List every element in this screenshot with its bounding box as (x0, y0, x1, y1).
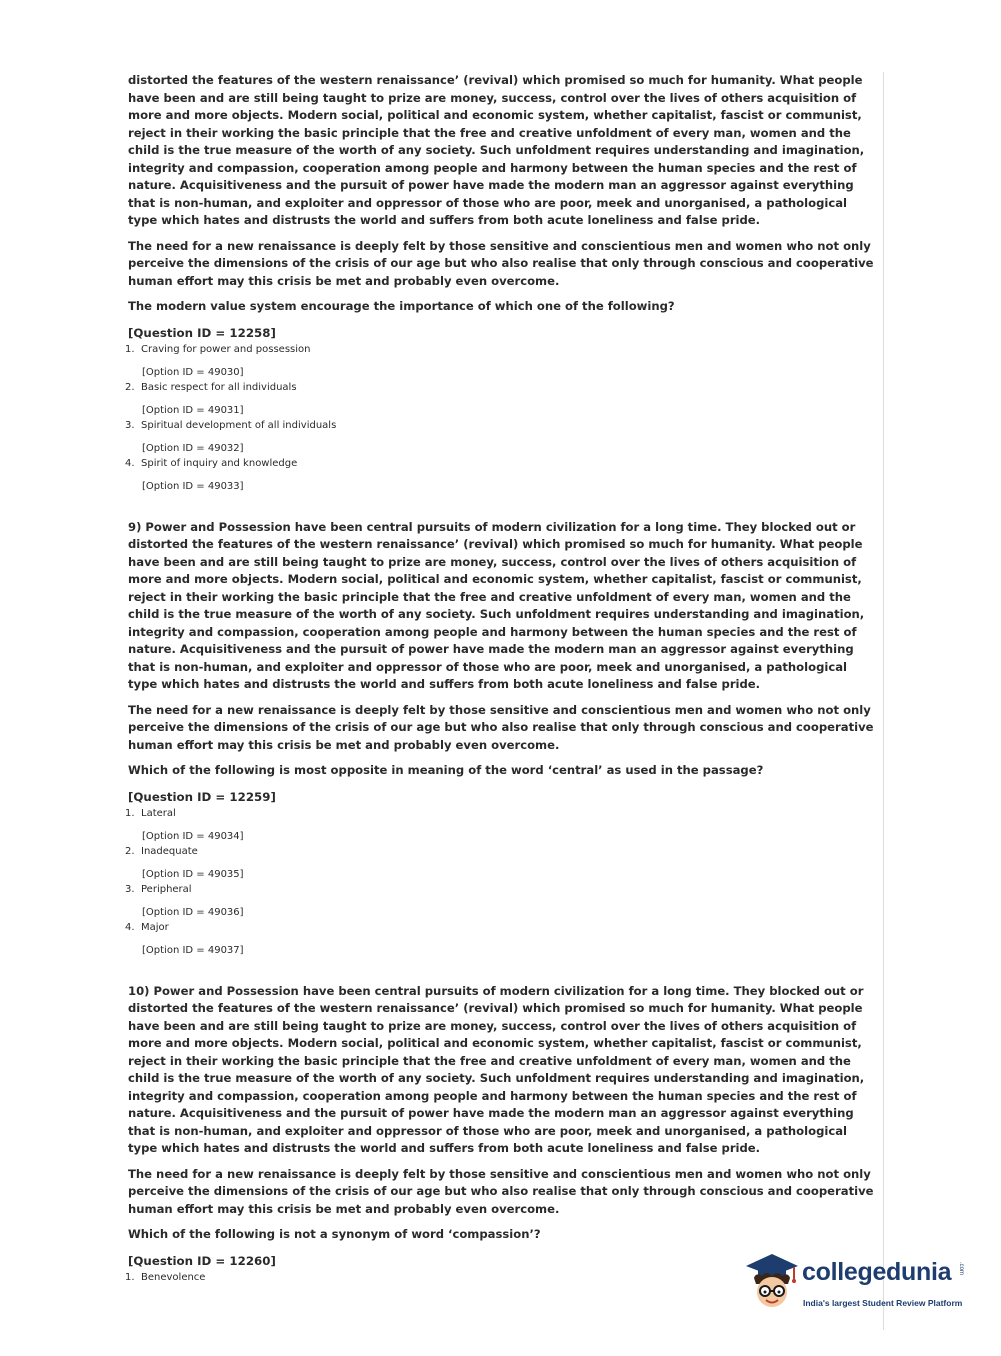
option-id: [Option ID = 49030] (142, 366, 244, 378)
option-id: [Option ID = 49035] (142, 868, 244, 880)
logo-domain-suffix: .com (958, 1262, 964, 1276)
option-item: 3. Spiritual development of all individuals (125, 419, 337, 431)
option-list (0, 343, 1001, 493)
logo-wordmark: collegedunia (802, 1258, 952, 1286)
passage-paragraph: The need for a new renaissance is deeply felt by those sensitive and conscientious men and women who not only perceive the dimensions of the crisis of our age but who also realise that only through conscious and cooperative human effort may this crisis be met and probably even overcome. (128, 238, 874, 288)
option-item: 1. Benevolence (125, 1271, 206, 1283)
question-id: [Question ID = 12260] (128, 1253, 276, 1268)
option-item: 3. Peripheral (125, 883, 192, 895)
question-text: The modern value system encourage the importance of which one of the following? (128, 299, 675, 313)
option-id: [Option ID = 49036] (142, 906, 244, 918)
option-item: 2. Inadequate (125, 845, 198, 857)
option-list (0, 807, 1001, 957)
option-id: [Option ID = 49032] (142, 442, 244, 454)
passage-paragraph: distorted the features of the western renaissance’ (revival) which promised so much for humanity. What people have been and are still being taught to prize are money, success, control over the lives of others acquisition of more and more objects. Modern social, political and economic system, whether capitalist, fascist or communist, reject in their working the basic principle that the free and creative unfoldment of every man, women and the child is the true measure of the worth of any society. Such unfoldment requires understanding and imagination, integrity and compassion, cooperation among people and harmony between the human species and the rest of nature. Acquisitiveness and the pursuit of power have made the modern man an aggressor against everything that is non-human, and exploiter and oppressor of those who are poor, meek and unorganised, a pathological type which hates and distrusts the world and suffers from both acute loneliness and false pride. (128, 73, 865, 227)
passage-paragraph: 9) Power and Possession have been central pursuits of modern civilization for a long time. They blocked out or distorted the features of the western renaissance’ (revival) which promised so much for humanity. What people have been and are still being taught to prize are money, success, control over the lives of others acquisition of more and more objects. Modern social, political and economic system, whether capitalist, fascist or communist, reject in their working the basic principle that the free and creative unfoldment of every man, women and the child is the true measure of the worth of any society. Such unfoldment requires understanding and imagination, integrity and compassion, cooperation among people and harmony between the human species and the rest of nature. Acquisitiveness and the pursuit of power have made the modern man an aggressor against everything that is non-human, and exploiter and oppressor of those who are poor, meek and unorganised, a pathological type which hates and distrusts the world and suffers from both acute loneliness and false pride. (128, 519, 865, 691)
option-item: 1. Lateral (125, 807, 176, 819)
option-id: [Option ID = 49033] (142, 480, 244, 492)
passage-paragraph: 10) Power and Possession have been central pursuits of modern civilization for a long time. They blocked out or distorted the features of the western renaissance’ (revival) which promised so much for humanity. What people have been and are still being taught to prize are money, success, control over the lives of others acquisition of more and more objects. Modern social, political and economic system, whether capitalist, fascist or communist, reject in their working the basic principle that the free and creative unfoldment of every man, women and the child is the true measure of the worth of any society. Such unfoldment requires understanding and imagination, integrity and compassion, cooperation among people and harmony between the human species and the rest of nature. Acquisitiveness and the pursuit of power have made the modern man an aggressor against everything that is non-human, and exploiter and oppressor of those who are poor, meek and unorganised, a pathological type which hates and distrusts the world and suffers from both acute loneliness and false pride. (128, 983, 865, 1155)
option-id: [Option ID = 49037] (142, 944, 244, 956)
mascot-icon (742, 1252, 800, 1314)
question-text: Which of the following is not a synonym of word ‘compassion’? (128, 1227, 541, 1241)
passage-paragraph: The need for a new renaissance is deeply felt by those sensitive and conscientious men and women who not only perceive the dimensions of the crisis of our age but who also realise that only through conscious and cooperative human effort may this crisis be met and probably even overcome. (128, 1166, 874, 1216)
question-text: Which of the following is most opposite in meaning of the word ‘central’ as used in the passage? (128, 763, 764, 777)
option-item: 2. Basic respect for all individuals (125, 381, 297, 393)
logo-tagline: India's largest Student Review Platform (803, 1298, 963, 1308)
document-body (0, 72, 1001, 1284)
collegedunia-logo (742, 1252, 972, 1322)
option-item: 4. Spirit of inquiry and knowledge (125, 457, 298, 469)
question-id: [Question ID = 12258] (128, 325, 276, 340)
option-id: [Option ID = 49034] (142, 830, 244, 842)
passage-paragraph: The need for a new renaissance is deeply felt by those sensitive and conscientious men and women who not only perceive the dimensions of the crisis of our age but who also realise that only through conscious and cooperative human effort may this crisis be met and probably even overcome. (128, 702, 874, 752)
question-id: [Question ID = 12259] (128, 789, 276, 804)
option-item: 1. Craving for power and possession (125, 343, 311, 355)
option-item: 4. Major (125, 921, 169, 933)
option-id: [Option ID = 49031] (142, 404, 244, 416)
